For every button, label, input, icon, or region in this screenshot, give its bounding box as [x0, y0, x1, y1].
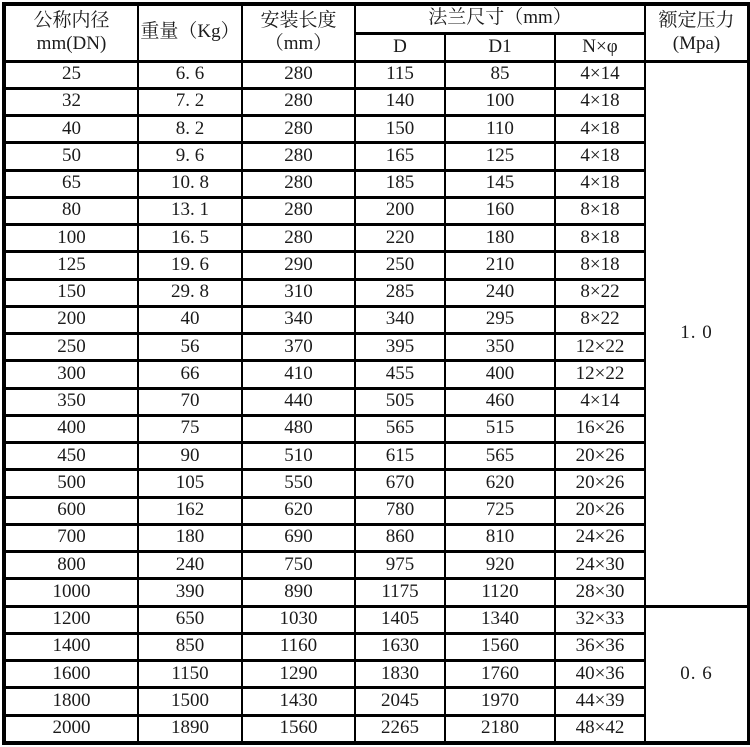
table-row: [4, 252, 749, 279]
table-row: [4, 524, 749, 551]
cell-diameter: 2000: [4, 715, 138, 743]
cell-flange-d: 860: [355, 524, 445, 551]
cell-diameter: 50: [4, 143, 138, 170]
cell-weight: 19. 6: [138, 252, 242, 279]
cell-weight: 1150: [138, 661, 242, 688]
cell-bolt-count-size: 12×22: [555, 334, 645, 361]
header-flange-d1: D1: [445, 33, 555, 61]
cell-flange-d1: 210: [445, 252, 555, 279]
cell-weight: 850: [138, 633, 242, 660]
cell-weight: 40: [138, 306, 242, 333]
cell-diameter: 40: [4, 116, 138, 143]
table-row: [4, 606, 749, 633]
cell-flange-d1: 920: [445, 552, 555, 579]
cell-diameter: 100: [4, 225, 138, 252]
cell-install-length: 410: [242, 361, 355, 388]
cell-install-length: 690: [242, 524, 355, 551]
header-nominal-diameter-line1: 公称内径: [33, 9, 110, 31]
cell-flange-d: 455: [355, 361, 445, 388]
cell-install-length: 310: [242, 279, 355, 306]
cell-bolt-count-size: 4×14: [555, 388, 645, 415]
cell-diameter: 800: [4, 552, 138, 579]
cell-flange-d1: 810: [445, 524, 555, 551]
cell-diameter: 1800: [4, 688, 138, 715]
cell-flange-d: 615: [355, 443, 445, 470]
header-rated-pressure: [645, 4, 749, 61]
table-row: [4, 552, 749, 579]
cell-flange-d1: 620: [445, 470, 555, 497]
table-row: [4, 143, 749, 170]
cell-flange-d1: 1560: [445, 633, 555, 660]
header-install-length-line2: （mm）: [264, 32, 333, 54]
cell-diameter: 65: [4, 170, 138, 197]
cell-weight: 56: [138, 334, 242, 361]
cell-install-length: 280: [242, 116, 355, 143]
cell-diameter: 1600: [4, 661, 138, 688]
cell-flange-d: 165: [355, 143, 445, 170]
cell-flange-d1: 160: [445, 197, 555, 224]
cell-install-length: 280: [242, 197, 355, 224]
cell-rated-pressure: 1. 0: [645, 61, 749, 606]
cell-flange-d: 670: [355, 470, 445, 497]
cell-bolt-count-size: 20×26: [555, 497, 645, 524]
cell-diameter: 400: [4, 415, 138, 442]
table-row: [4, 88, 749, 115]
table-row: [4, 170, 749, 197]
flange-spec-table: [2, 2, 750, 745]
cell-flange-d: 565: [355, 415, 445, 442]
cell-flange-d1: 460: [445, 388, 555, 415]
cell-flange-d1: 725: [445, 497, 555, 524]
cell-flange-d1: 350: [445, 334, 555, 361]
cell-flange-d1: 1120: [445, 579, 555, 606]
cell-weight: 1500: [138, 688, 242, 715]
cell-install-length: 620: [242, 497, 355, 524]
cell-diameter: 700: [4, 524, 138, 551]
cell-diameter: 350: [4, 388, 138, 415]
table-row: [4, 715, 749, 743]
cell-diameter: 25: [4, 61, 138, 88]
cell-flange-d1: 400: [445, 361, 555, 388]
cell-diameter: 500: [4, 470, 138, 497]
cell-flange-d1: 1970: [445, 688, 555, 715]
cell-weight: 162: [138, 497, 242, 524]
header-flange-n-phi: N×φ: [555, 33, 645, 61]
cell-diameter: 1000: [4, 579, 138, 606]
cell-flange-d: 1405: [355, 606, 445, 633]
cell-flange-d1: 100: [445, 88, 555, 115]
cell-install-length: 1430: [242, 688, 355, 715]
table-row: [4, 497, 749, 524]
cell-weight: 13. 1: [138, 197, 242, 224]
cell-bolt-count-size: 40×36: [555, 661, 645, 688]
table-row: [4, 197, 749, 224]
table-row: [4, 116, 749, 143]
table-row: [4, 61, 749, 88]
cell-flange-d: 150: [355, 116, 445, 143]
cell-weight: 650: [138, 606, 242, 633]
cell-flange-d: 2265: [355, 715, 445, 743]
cell-flange-d: 780: [355, 497, 445, 524]
cell-diameter: 450: [4, 443, 138, 470]
cell-flange-d1: 1340: [445, 606, 555, 633]
cell-bolt-count-size: 4×18: [555, 143, 645, 170]
cell-install-length: 280: [242, 88, 355, 115]
cell-diameter: 80: [4, 197, 138, 224]
table-row: [4, 633, 749, 660]
cell-flange-d: 1630: [355, 633, 445, 660]
cell-bolt-count-size: 8×18: [555, 252, 645, 279]
cell-install-length: 1560: [242, 715, 355, 743]
cell-diameter: 200: [4, 306, 138, 333]
table-row: [4, 470, 749, 497]
cell-flange-d: 2045: [355, 688, 445, 715]
cell-install-length: 280: [242, 143, 355, 170]
cell-flange-d1: 515: [445, 415, 555, 442]
cell-weight: 16. 5: [138, 225, 242, 252]
cell-weight: 105: [138, 470, 242, 497]
cell-diameter: 1400: [4, 633, 138, 660]
cell-flange-d: 250: [355, 252, 445, 279]
header-nominal-diameter-line2: mm(DN): [36, 32, 107, 54]
cell-flange-d: 140: [355, 88, 445, 115]
cell-bolt-count-size: 8×22: [555, 279, 645, 306]
cell-flange-d: 200: [355, 197, 445, 224]
cell-bolt-count-size: 20×26: [555, 470, 645, 497]
cell-flange-d1: 180: [445, 225, 555, 252]
cell-bolt-count-size: 20×26: [555, 443, 645, 470]
cell-install-length: 340: [242, 306, 355, 333]
table-row: [4, 279, 749, 306]
header-rated-pressure-line2: (Mpa): [672, 32, 721, 54]
table-row: [4, 225, 749, 252]
cell-install-length: 370: [242, 334, 355, 361]
table-row: [4, 306, 749, 333]
cell-bolt-count-size: 8×18: [555, 225, 645, 252]
table-row: [4, 579, 749, 606]
cell-flange-d: 185: [355, 170, 445, 197]
cell-flange-d: 285: [355, 279, 445, 306]
cell-diameter: 150: [4, 279, 138, 306]
table-row: [4, 415, 749, 442]
cell-diameter: 300: [4, 361, 138, 388]
cell-weight: 75: [138, 415, 242, 442]
cell-flange-d1: 295: [445, 306, 555, 333]
cell-bolt-count-size: 12×22: [555, 361, 645, 388]
cell-weight: 29. 8: [138, 279, 242, 306]
cell-bolt-count-size: 4×14: [555, 61, 645, 88]
header-install-length: [242, 4, 355, 61]
cell-bolt-count-size: 48×42: [555, 715, 645, 743]
cell-weight: 66: [138, 361, 242, 388]
cell-weight: 8. 2: [138, 116, 242, 143]
cell-flange-d1: 1760: [445, 661, 555, 688]
cell-weight: 70: [138, 388, 242, 415]
cell-install-length: 290: [242, 252, 355, 279]
cell-diameter: 600: [4, 497, 138, 524]
cell-bolt-count-size: 36×36: [555, 633, 645, 660]
cell-flange-d1: 145: [445, 170, 555, 197]
cell-bolt-count-size: 8×18: [555, 197, 645, 224]
table-row: [4, 661, 749, 688]
cell-flange-d: 1175: [355, 579, 445, 606]
cell-flange-d: 975: [355, 552, 445, 579]
cell-install-length: 1290: [242, 661, 355, 688]
cell-install-length: 280: [242, 61, 355, 88]
cell-flange-d: 115: [355, 61, 445, 88]
table-row: [4, 388, 749, 415]
table-row: [4, 443, 749, 470]
cell-bolt-count-size: 44×39: [555, 688, 645, 715]
cell-flange-d: 1830: [355, 661, 445, 688]
cell-diameter: 32: [4, 88, 138, 115]
header-weight: 重量（Kg）: [138, 4, 242, 61]
header-install-length-line1: 安装长度: [260, 9, 337, 31]
cell-install-length: 1030: [242, 606, 355, 633]
cell-weight: 180: [138, 524, 242, 551]
cell-bolt-count-size: 8×22: [555, 306, 645, 333]
cell-flange-d1: 240: [445, 279, 555, 306]
cell-weight: 240: [138, 552, 242, 579]
cell-bolt-count-size: 4×18: [555, 88, 645, 115]
cell-weight: 6. 6: [138, 61, 242, 88]
cell-diameter: 125: [4, 252, 138, 279]
cell-weight: 9. 6: [138, 143, 242, 170]
cell-diameter: 250: [4, 334, 138, 361]
cell-install-length: 750: [242, 552, 355, 579]
cell-weight: 7. 2: [138, 88, 242, 115]
cell-rated-pressure: 0. 6: [645, 606, 749, 743]
cell-flange-d1: 565: [445, 443, 555, 470]
cell-weight: 10. 8: [138, 170, 242, 197]
cell-weight: 90: [138, 443, 242, 470]
cell-weight: 1890: [138, 715, 242, 743]
cell-flange-d1: 85: [445, 61, 555, 88]
header-rated-pressure-line1: 额定压力: [658, 9, 735, 31]
cell-install-length: 1160: [242, 633, 355, 660]
cell-install-length: 480: [242, 415, 355, 442]
cell-bolt-count-size: 28×30: [555, 579, 645, 606]
cell-flange-d1: 125: [445, 143, 555, 170]
cell-flange-d: 395: [355, 334, 445, 361]
header-flange-d: D: [355, 33, 445, 61]
table-row: [4, 688, 749, 715]
cell-flange-d1: 2180: [445, 715, 555, 743]
cell-flange-d: 505: [355, 388, 445, 415]
cell-weight: 390: [138, 579, 242, 606]
cell-install-length: 280: [242, 170, 355, 197]
cell-bolt-count-size: 4×18: [555, 116, 645, 143]
cell-bolt-count-size: 4×18: [555, 170, 645, 197]
header-nominal-diameter: [4, 4, 138, 61]
cell-bolt-count-size: 32×33: [555, 606, 645, 633]
cell-bolt-count-size: 16×26: [555, 415, 645, 442]
table-body: [4, 61, 749, 743]
cell-bolt-count-size: 24×30: [555, 552, 645, 579]
table-header: [4, 4, 749, 61]
cell-flange-d: 220: [355, 225, 445, 252]
cell-install-length: 280: [242, 225, 355, 252]
header-flange-size: 法兰尺寸（mm）: [355, 4, 645, 33]
cell-install-length: 550: [242, 470, 355, 497]
cell-install-length: 890: [242, 579, 355, 606]
cell-diameter: 1200: [4, 606, 138, 633]
cell-install-length: 440: [242, 388, 355, 415]
cell-flange-d: 340: [355, 306, 445, 333]
cell-flange-d1: 110: [445, 116, 555, 143]
cell-install-length: 510: [242, 443, 355, 470]
table-row: [4, 361, 749, 388]
cell-bolt-count-size: 24×26: [555, 524, 645, 551]
table-row: [4, 334, 749, 361]
